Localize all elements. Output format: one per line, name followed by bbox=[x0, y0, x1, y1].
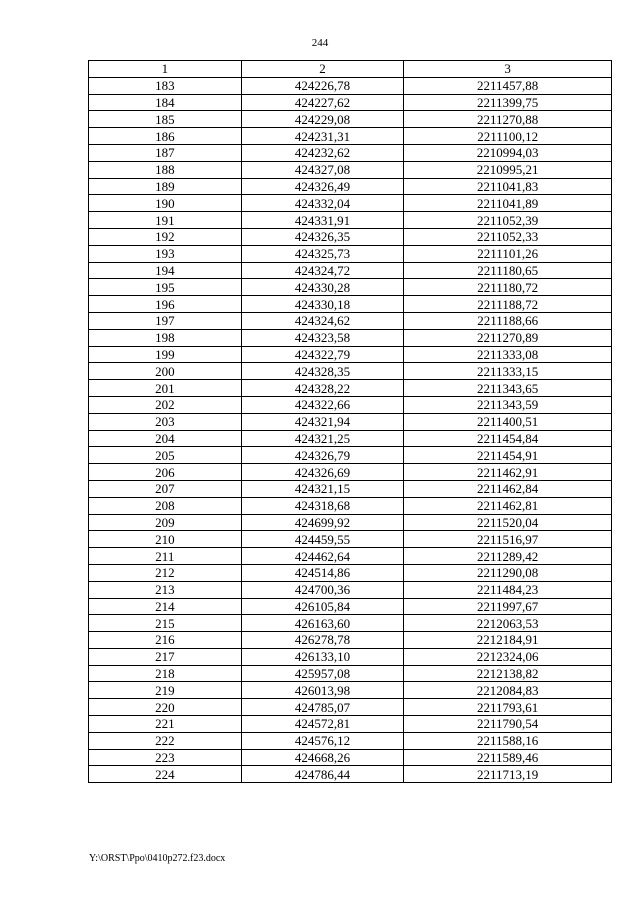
table-row bbox=[89, 94, 612, 111]
table-cell-col2: 424327,08 bbox=[241, 161, 404, 178]
table-cell-col3: 2210995,21 bbox=[404, 161, 612, 178]
column-header-1: 1 bbox=[89, 61, 242, 78]
table-cell-col3: 2211052,33 bbox=[404, 228, 612, 245]
table-row bbox=[89, 228, 612, 245]
table-cell-col2: 424330,28 bbox=[241, 279, 404, 296]
table-row bbox=[89, 716, 612, 733]
table-cell-col3: 2211101,26 bbox=[404, 245, 612, 262]
table-cell-col1: 206 bbox=[89, 464, 242, 481]
table-cell-col1: 221 bbox=[89, 716, 242, 733]
table-cell-col1: 220 bbox=[89, 699, 242, 716]
table-row bbox=[89, 413, 612, 430]
table-cell-col3: 2211790,54 bbox=[404, 716, 612, 733]
table-cell-col2: 424572,81 bbox=[241, 716, 404, 733]
table-cell-col3: 2211454,84 bbox=[404, 430, 612, 447]
table-row bbox=[89, 581, 612, 598]
table-cell-col3: 2211713,19 bbox=[404, 766, 612, 783]
table-cell-col1: 200 bbox=[89, 363, 242, 380]
table-cell-col3: 2211484,23 bbox=[404, 581, 612, 598]
table-cell-col2: 424786,44 bbox=[241, 766, 404, 783]
table-cell-col1: 224 bbox=[89, 766, 242, 783]
table-cell-col1: 195 bbox=[89, 279, 242, 296]
table-cell-col1: 190 bbox=[89, 195, 242, 212]
table-row bbox=[89, 111, 612, 128]
table-cell-col1: 202 bbox=[89, 396, 242, 413]
table-cell-col3: 2211462,84 bbox=[404, 480, 612, 497]
table-cell-col1: 196 bbox=[89, 296, 242, 313]
table-cell-col3: 2212063,53 bbox=[404, 615, 612, 632]
table-cell-col2: 424699,92 bbox=[241, 514, 404, 531]
table-cell-col2: 426013,98 bbox=[241, 682, 404, 699]
table-cell-col2: 424700,36 bbox=[241, 581, 404, 598]
table-row bbox=[89, 161, 612, 178]
table-cell-col3: 2211400,51 bbox=[404, 413, 612, 430]
table-cell-col2: 424231,31 bbox=[241, 128, 404, 145]
table-row bbox=[89, 648, 612, 665]
table-cell-col2: 424324,72 bbox=[241, 262, 404, 279]
table-cell-col3: 2211180,72 bbox=[404, 279, 612, 296]
page-number: 244 bbox=[311, 37, 329, 49]
table-cell-col3: 2211997,67 bbox=[404, 598, 612, 615]
table-cell-col3: 2211041,83 bbox=[404, 178, 612, 195]
table-cell-col2: 424668,26 bbox=[241, 749, 404, 766]
table-cell-col1: 192 bbox=[89, 228, 242, 245]
table-cell-col2: 424326,79 bbox=[241, 447, 404, 464]
table-cell-col3: 2210994,03 bbox=[404, 144, 612, 161]
table-cell-col3: 2211270,88 bbox=[404, 111, 612, 128]
table-cell-col1: 205 bbox=[89, 447, 242, 464]
table-cell-col3: 2212084,83 bbox=[404, 682, 612, 699]
table-cell-col1: 189 bbox=[89, 178, 242, 195]
table-row bbox=[89, 766, 612, 783]
table-cell-col3: 2211052,39 bbox=[404, 212, 612, 229]
table-row bbox=[89, 279, 612, 296]
table-cell-col2: 424785,07 bbox=[241, 699, 404, 716]
table-cell-col3: 2212184,91 bbox=[404, 632, 612, 649]
table-cell-col2: 424459,55 bbox=[241, 531, 404, 548]
table-row bbox=[89, 178, 612, 195]
table-row bbox=[89, 363, 612, 380]
table-cell-col1: 193 bbox=[89, 245, 242, 262]
table-row bbox=[89, 564, 612, 581]
table-row bbox=[89, 312, 612, 329]
table-row bbox=[89, 632, 612, 649]
table-cell-col1: 191 bbox=[89, 212, 242, 229]
table-cell-col2: 424226,78 bbox=[241, 77, 404, 94]
table-row bbox=[89, 531, 612, 548]
table-cell-col2: 424321,25 bbox=[241, 430, 404, 447]
table-cell-col1: 186 bbox=[89, 128, 242, 145]
table-cell-col3: 2211041,89 bbox=[404, 195, 612, 212]
table-row bbox=[89, 615, 612, 632]
table-cell-col1: 214 bbox=[89, 598, 242, 615]
table-cell-col3: 2211462,91 bbox=[404, 464, 612, 481]
column-header-3: 3 bbox=[404, 61, 612, 78]
table-cell-col3: 2211588,16 bbox=[404, 732, 612, 749]
table-cell-col3: 2211457,88 bbox=[404, 77, 612, 94]
table-cell-col3: 2211180,65 bbox=[404, 262, 612, 279]
table-cell-col3: 2211343,65 bbox=[404, 380, 612, 397]
table-row bbox=[89, 329, 612, 346]
table-row bbox=[89, 245, 612, 262]
table-row bbox=[89, 699, 612, 716]
table-cell-col2: 425957,08 bbox=[241, 665, 404, 682]
table-cell-col2: 424462,64 bbox=[241, 548, 404, 565]
table-cell-col1: 217 bbox=[89, 648, 242, 665]
table-row bbox=[89, 128, 612, 145]
table-row bbox=[89, 195, 612, 212]
table-row bbox=[89, 346, 612, 363]
table-cell-col3: 2211520,04 bbox=[404, 514, 612, 531]
footer-file-path: Y:\ORST\Ppo\0410p272.f23.docx bbox=[89, 853, 226, 864]
table-cell-col1: 219 bbox=[89, 682, 242, 699]
table-row bbox=[89, 480, 612, 497]
table-row bbox=[89, 548, 612, 565]
table-cell-col3: 2211516,97 bbox=[404, 531, 612, 548]
table-cell-col2: 426163,60 bbox=[241, 615, 404, 632]
table-row bbox=[89, 396, 612, 413]
table-cell-col1: 216 bbox=[89, 632, 242, 649]
table-cell-col3: 2211100,12 bbox=[404, 128, 612, 145]
table-row bbox=[89, 665, 612, 682]
table-row bbox=[89, 296, 612, 313]
table-cell-col3: 2211462,81 bbox=[404, 497, 612, 514]
table-row bbox=[89, 447, 612, 464]
table-row bbox=[89, 514, 612, 531]
table-cell-col2: 426133,10 bbox=[241, 648, 404, 665]
table-cell-col3: 2211270,89 bbox=[404, 329, 612, 346]
table-cell-col2: 424322,66 bbox=[241, 396, 404, 413]
table-cell-col1: 211 bbox=[89, 548, 242, 565]
table-cell-col1: 223 bbox=[89, 749, 242, 766]
table-cell-col3: 2211290,08 bbox=[404, 564, 612, 581]
table-cell-col1: 188 bbox=[89, 161, 242, 178]
table-cell-col1: 213 bbox=[89, 581, 242, 598]
table-cell-col1: 209 bbox=[89, 514, 242, 531]
table-cell-col1: 210 bbox=[89, 531, 242, 548]
table-cell-col2: 424330,18 bbox=[241, 296, 404, 313]
table-row bbox=[89, 212, 612, 229]
table-cell-col1: 199 bbox=[89, 346, 242, 363]
table-cell-col3: 2211343,59 bbox=[404, 396, 612, 413]
table-cell-col2: 424321,15 bbox=[241, 480, 404, 497]
table-cell-col3: 2212138,82 bbox=[404, 665, 612, 682]
table-cell-col1: 185 bbox=[89, 111, 242, 128]
table-cell-col1: 208 bbox=[89, 497, 242, 514]
table-cell-col3: 2212324,06 bbox=[404, 648, 612, 665]
table-cell-col1: 212 bbox=[89, 564, 242, 581]
table-cell-col1: 197 bbox=[89, 312, 242, 329]
table-cell-col2: 424321,94 bbox=[241, 413, 404, 430]
table-cell-col1: 204 bbox=[89, 430, 242, 447]
table-row bbox=[89, 77, 612, 94]
table-cell-col2: 424326,69 bbox=[241, 464, 404, 481]
table-row bbox=[89, 732, 612, 749]
table-cell-col2: 424322,79 bbox=[241, 346, 404, 363]
table-cell-col1: 187 bbox=[89, 144, 242, 161]
table-cell-col3: 2211188,72 bbox=[404, 296, 612, 313]
table-cell-col1: 215 bbox=[89, 615, 242, 632]
table-row bbox=[89, 598, 612, 615]
table-cell-col1: 201 bbox=[89, 380, 242, 397]
table-cell-col2: 424328,22 bbox=[241, 380, 404, 397]
table-row bbox=[89, 144, 612, 161]
table-cell-col3: 2211793,61 bbox=[404, 699, 612, 716]
table-cell-col2: 426278,78 bbox=[241, 632, 404, 649]
table-cell-col3: 2211454,91 bbox=[404, 447, 612, 464]
table-cell-col1: 194 bbox=[89, 262, 242, 279]
table-row bbox=[89, 380, 612, 397]
table-cell-col3: 2211333,08 bbox=[404, 346, 612, 363]
table-row bbox=[89, 682, 612, 699]
table-row bbox=[89, 464, 612, 481]
table-cell-col3: 2211333,15 bbox=[404, 363, 612, 380]
table-row bbox=[89, 262, 612, 279]
table-cell-col2: 424324,62 bbox=[241, 312, 404, 329]
table-cell-col2: 424232,62 bbox=[241, 144, 404, 161]
table-cell-col2: 424323,58 bbox=[241, 329, 404, 346]
table-cell-col1: 222 bbox=[89, 732, 242, 749]
table-cell-col1: 207 bbox=[89, 480, 242, 497]
table-cell-col1: 184 bbox=[89, 94, 242, 111]
column-header-2: 2 bbox=[241, 61, 404, 78]
table-cell-col2: 424331,91 bbox=[241, 212, 404, 229]
table-cell-col2: 424332,04 bbox=[241, 195, 404, 212]
table-cell-col1: 198 bbox=[89, 329, 242, 346]
table-cell-col2: 424514,86 bbox=[241, 564, 404, 581]
table-cell-col2: 424318,68 bbox=[241, 497, 404, 514]
table-cell-col1: 203 bbox=[89, 413, 242, 430]
coordinates-table bbox=[88, 60, 612, 783]
table-row bbox=[89, 430, 612, 447]
table-cell-col2: 426105,84 bbox=[241, 598, 404, 615]
table-cell-col3: 2211188,66 bbox=[404, 312, 612, 329]
table-cell-col3: 2211399,75 bbox=[404, 94, 612, 111]
table-header-row bbox=[89, 61, 612, 78]
table-cell-col2: 424328,35 bbox=[241, 363, 404, 380]
table-cell-col3: 2211289,42 bbox=[404, 548, 612, 565]
table-cell-col2: 424576,12 bbox=[241, 732, 404, 749]
table-cell-col2: 424229,08 bbox=[241, 111, 404, 128]
table-row bbox=[89, 497, 612, 514]
table-cell-col2: 424326,35 bbox=[241, 228, 404, 245]
table-cell-col2: 424227,62 bbox=[241, 94, 404, 111]
table-row bbox=[89, 749, 612, 766]
table-cell-col1: 218 bbox=[89, 665, 242, 682]
table-cell-col2: 424326,49 bbox=[241, 178, 404, 195]
table-cell-col1: 183 bbox=[89, 77, 242, 94]
table-cell-col3: 2211589,46 bbox=[404, 749, 612, 766]
table-cell-col2: 424325,73 bbox=[241, 245, 404, 262]
